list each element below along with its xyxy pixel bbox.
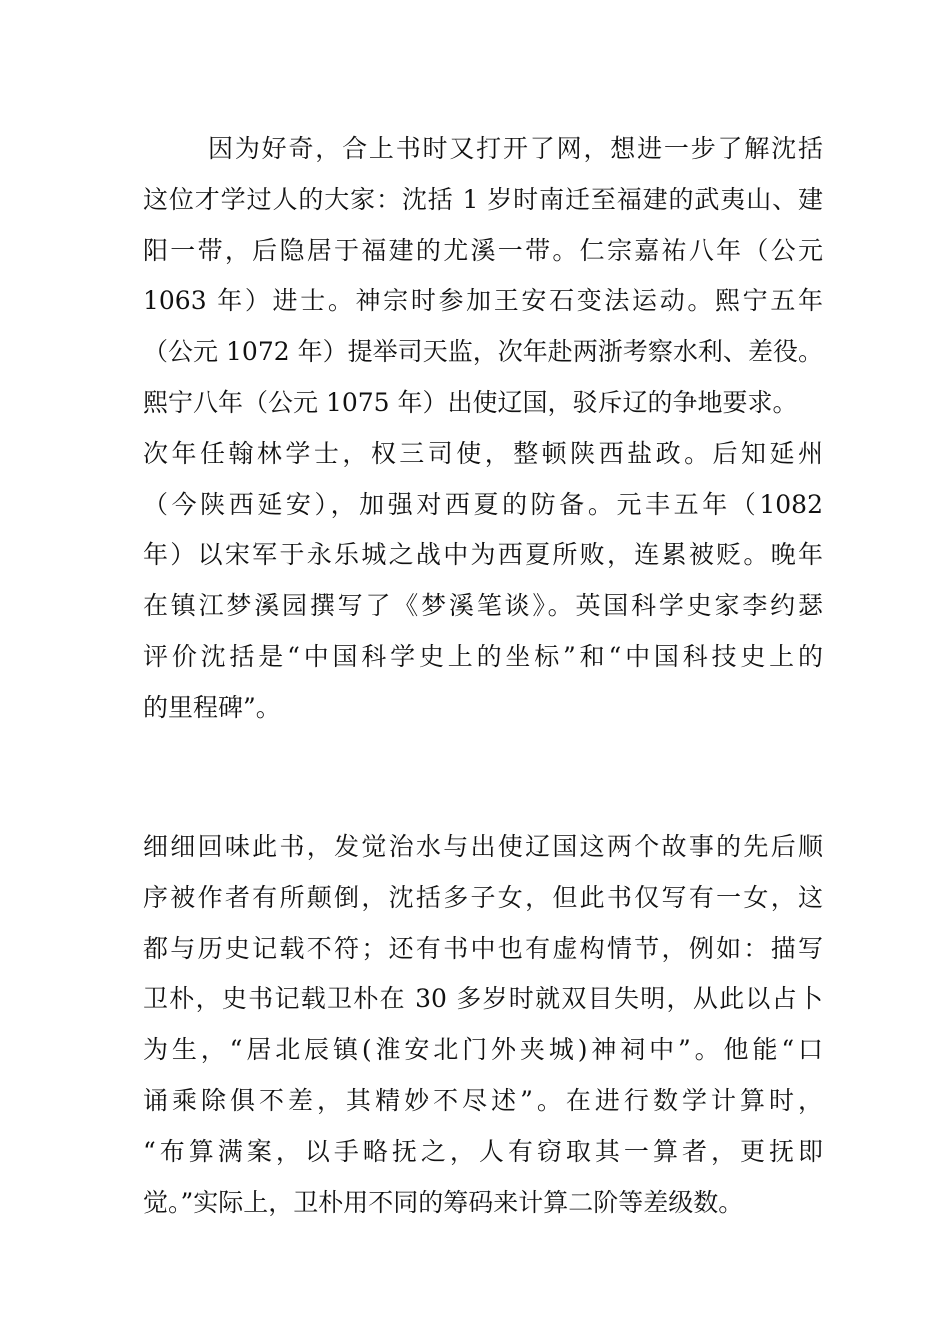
text-line: “布算满案，以手略抚之，人有窃取其一算者，更抚即 <box>143 1136 823 1166</box>
text-line: （公元 1072 年）提举司天监，次年赴两浙考察水利、差役。 <box>143 337 823 367</box>
text-line: 觉。”实际上，卫朴用不同的筹码来计算二阶等差级数。 <box>143 1187 744 1217</box>
text-line: 为生，“居北辰镇(淮安北门外夹城)神祠中”。他能“口 <box>143 1035 823 1065</box>
paragraph-shen-kuo-biography <box>143 124 823 734</box>
text-line: 细细回味此书，发觉治水与出使辽国这两个故事的先后顺 <box>143 832 823 861</box>
text-line: 在镇江梦溪园撰写了《梦溪笔谈》。英国科学史家李约瑟 <box>143 591 823 621</box>
text-line: 熙宁八年（公元 1075 年）出使辽国，驳斥辽的争地要求。 <box>143 387 798 417</box>
paragraph-reflection-on-book <box>143 822 823 1228</box>
text-line: 评价沈括是“中国科学史上的坐标”和“中国科技史上的 <box>143 641 823 671</box>
text-line: 卫朴，史书记载卫朴在 30 多岁时就双目失明，从此以占卜 <box>143 984 823 1014</box>
text-line: 1063 年）进士。神宗时参加王安石变法运动。熙宁五年 <box>143 286 823 316</box>
text-line: （今陕西延安），加强对西夏的防备。元丰五年（1082 <box>143 489 823 519</box>
text-line: 年）以宋军于永乐城之战中为西夏所败，连累被贬。晚年 <box>143 540 823 570</box>
text-line: 这位才学过人的大家：沈括 1 岁时南迁至福建的武夷山、建 <box>143 184 823 214</box>
text-line: 诵乘除俱不差，其精妙不尽述”。在进行数学计算时， <box>143 1085 823 1115</box>
text-line: 的里程碑”。 <box>143 692 281 722</box>
text-line: 序被作者有所颠倒，沈括多子女，但此书仅写有一女，这 <box>143 882 823 912</box>
text-line: 都与历史记载不符；还有书中也有虚构情节，例如：描写 <box>143 933 823 963</box>
text-line: 次年任翰林学士，权三司使，整顿陕西盐政。后知延州 <box>143 438 823 468</box>
text-line: 阳一带，后隐居于福建的尤溪一带。仁宗嘉祐八年（公元 <box>143 235 823 265</box>
text-line: 因为好奇，合上书时又打开了网，想进一步了解沈括 <box>208 134 823 163</box>
